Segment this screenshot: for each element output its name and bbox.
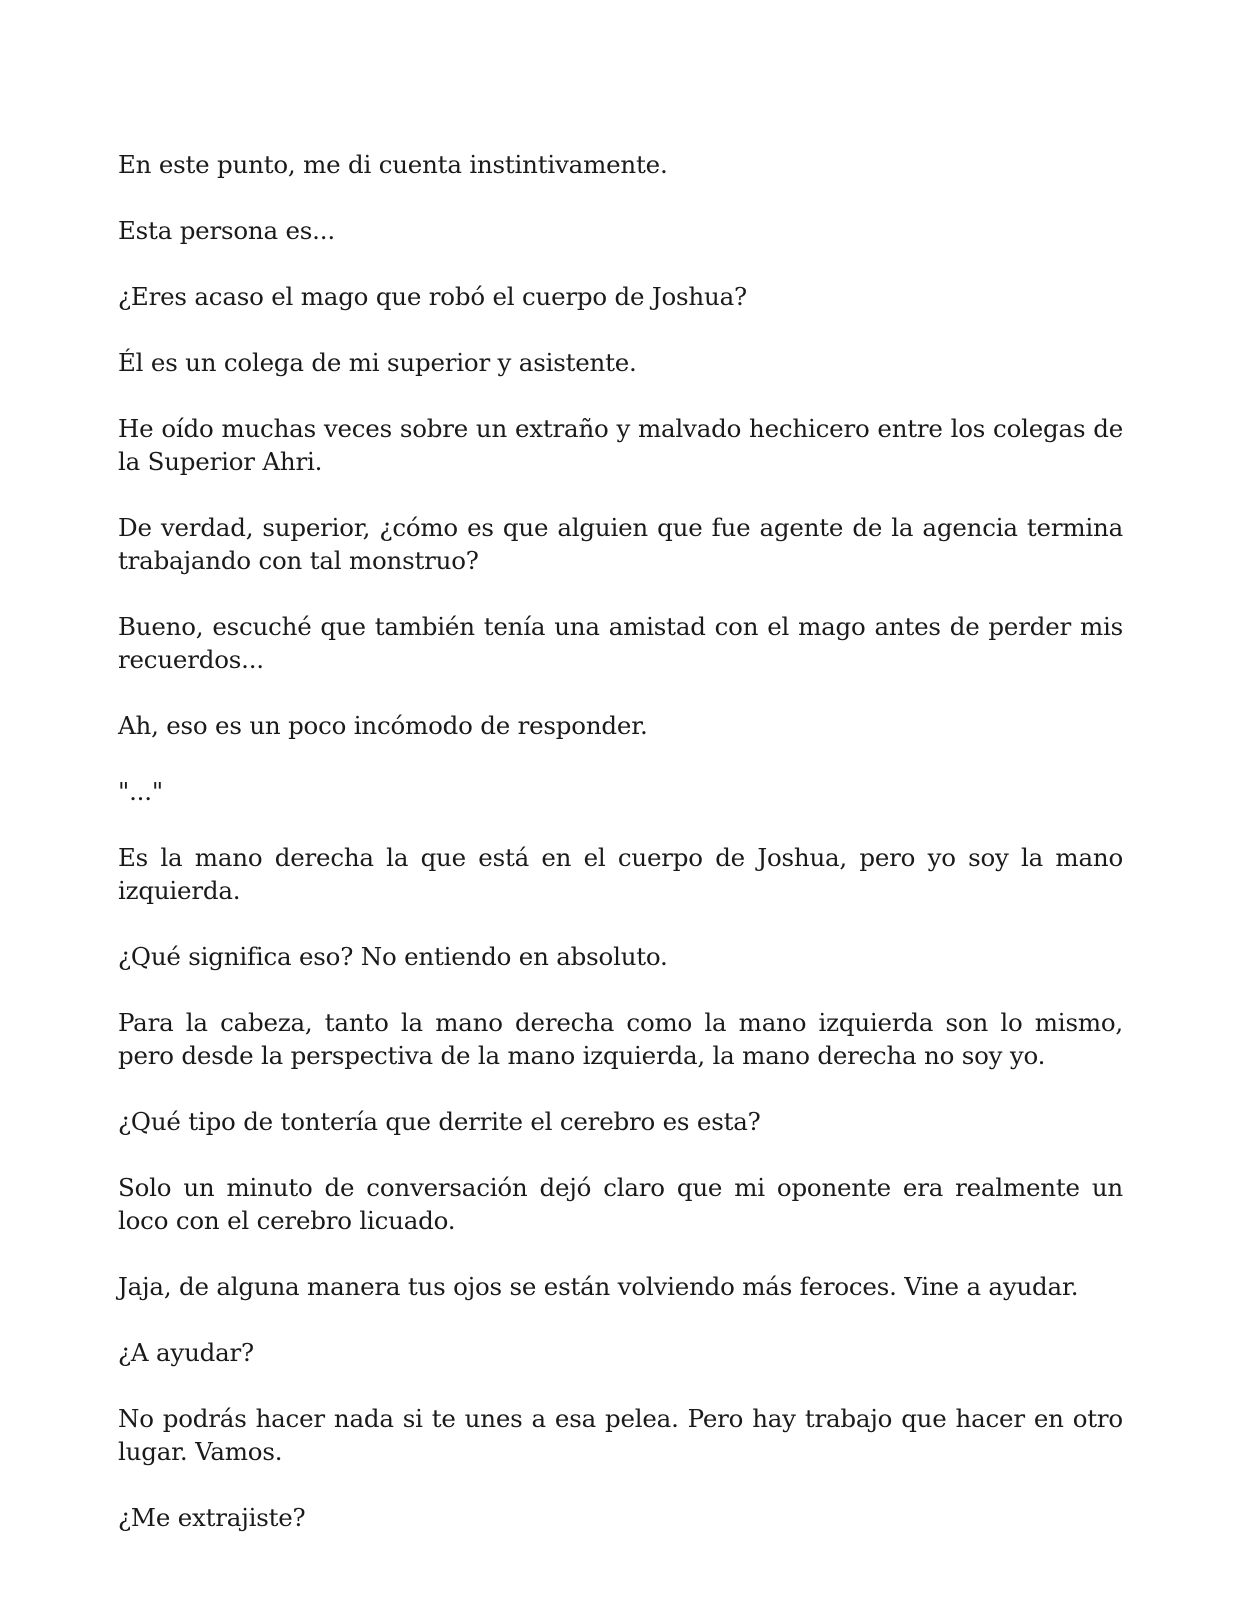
paragraph-9: "..." xyxy=(118,777,163,806)
paragraph-6: De verdad, superior, ¿cómo es que alguien que fue agente de la agencia termina trabajando con tal monstruo? xyxy=(118,513,1123,575)
paragraph-7: Bueno, escuché que también tenía una amistad con el mago antes de perder mis recuerdos... xyxy=(118,612,1123,674)
paragraph-16: ¿A ayudar? xyxy=(118,1338,254,1367)
paragraph-8: Ah, eso es un poco incómodo de responder. xyxy=(118,711,648,740)
document-body xyxy=(118,148,1123,1534)
paragraph-15: Jaja, de alguna manera tus ojos se están volviendo más feroces. Vine a ayudar. xyxy=(118,1272,1079,1301)
paragraph-4: Él es un colega de mi superior y asistente. xyxy=(118,348,637,377)
paragraph-14: Solo un minuto de conversación dejó claro que mi oponente era realmente un loco con el cerebro licuado. xyxy=(118,1173,1123,1235)
paragraph-5: He oído muchas veces sobre un extraño y malvado hechicero entre los colegas de la Superior Ahri. xyxy=(118,414,1123,476)
paragraph-11: ¿Qué significa eso? No entiendo en absoluto. xyxy=(118,942,668,971)
paragraph-1: En este punto, me di cuenta instintivamente. xyxy=(118,150,668,179)
paragraph-12: Para la cabeza, tanto la mano derecha como la mano izquierda son lo mismo, pero desde la perspectiva de la mano izquierda, la mano derecha no soy yo. xyxy=(118,1008,1123,1070)
paragraph-10: Es la mano derecha la que está en el cuerpo de Joshua, pero yo soy la mano izquierda. xyxy=(118,843,1123,905)
paragraph-18: ¿Me extrajiste? xyxy=(118,1503,306,1532)
paragraph-17: No podrás hacer nada si te unes a esa pelea. Pero hay trabajo que hacer en otro lugar. Vamos. xyxy=(118,1404,1123,1466)
paragraph-13: ¿Qué tipo de tontería que derrite el cerebro es esta? xyxy=(118,1107,761,1136)
paragraph-3: ¿Eres acaso el mago que robó el cuerpo de Joshua? xyxy=(118,282,747,311)
paragraph-2: Esta persona es... xyxy=(118,216,335,245)
